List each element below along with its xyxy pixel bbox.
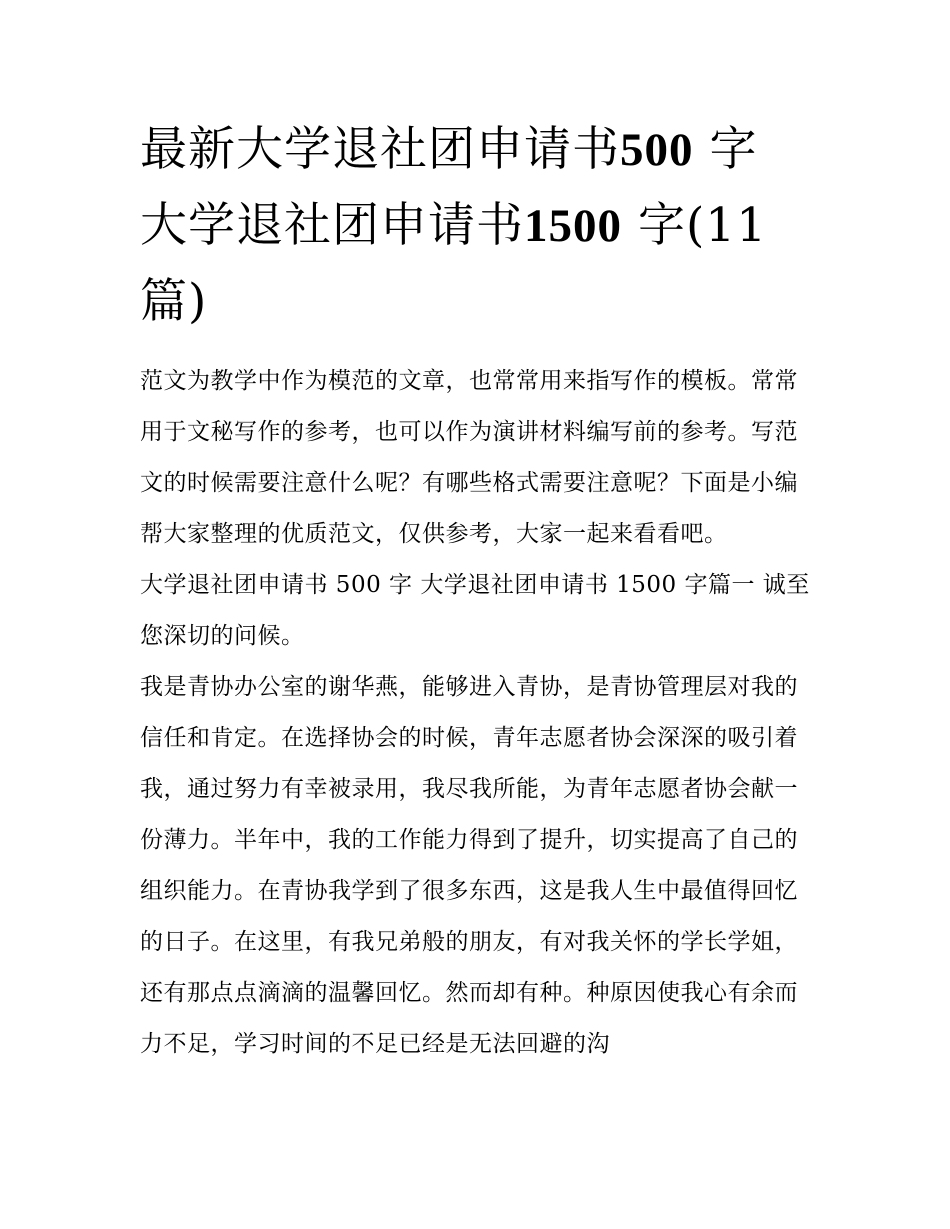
- document-body: [140, 356, 812, 1070]
- title-part-2: 字: [709, 122, 758, 177]
- intro-paragraph: 范文为教学中作为模范的文章，也常常用来指写作的模板。常常用于文秘写作的参考，也可以作为演讲材料编写前的参考。写范文的时候需要注意什么呢？有哪些格式需要注意呢？下面是小编帮大家整理的优质范文，仅供参考，大家一起来看看吧。: [140, 368, 798, 547]
- title-number-1500: 1500: [524, 200, 622, 252]
- document-page: [140, 112, 812, 1070]
- title-part-1: 最新大学退社团申请书: [140, 122, 620, 177]
- title-number-500: 500: [620, 124, 694, 176]
- title-part-4: 字(11: [637, 198, 768, 253]
- body-paragraph: 我是青协办公室的谢华燕，能够进入青协，是青协管理层对我的信任和肯定。在选择协会的时候，青年志愿者协会深深的吸引着我，通过努力有幸被录用，我尽我所能，为青年志愿者协会献一份薄力。半年中，我的工作能力得到了提升，切实提高了自己的组织能力。在青协我学到了很多东西，这是我人生中最值得回忆的日子。在这里，有我兄弟般的朋友，有对我关怀的学长学姐，还有那点点滴滴的温馨回忆。然而却有种。种原因使我心有余而力不足，学习时间的不足已经是无法回避的沟: [140, 674, 798, 1057]
- title-part-3: 大学退社团申请书: [140, 198, 524, 253]
- title-part-5: 篇): [140, 274, 208, 329]
- section-heading-paragraph: 大学退社团申请书 500 字 大学退社团申请书 1500 字篇一 诚至您深切的问候。: [140, 572, 810, 649]
- document-title: [140, 112, 812, 340]
